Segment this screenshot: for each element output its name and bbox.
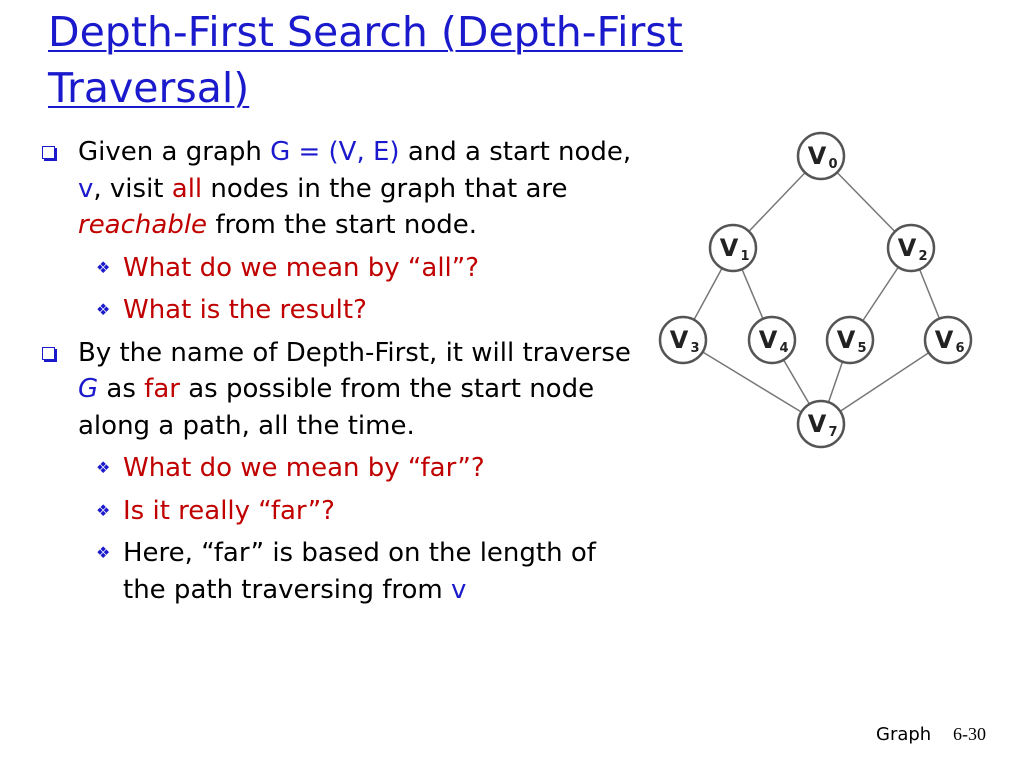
subbullet-text: Is it really “far”? [123, 495, 335, 526]
subbullet-result [40, 292, 640, 329]
graph-node-subscript: 1 [740, 249, 750, 264]
graph-node-subscript: 7 [828, 425, 838, 440]
subbullet-far-definition [40, 535, 640, 608]
graph-node-label: V [807, 410, 827, 438]
diamond-bullet-icon: ❖ [96, 257, 111, 277]
diamond-bullet-icon: ❖ [96, 458, 111, 477]
bullet-text: By the name of Depth-First, it will traverse [78, 337, 631, 368]
page-number: 6-30 [953, 724, 986, 744]
graph-node-subscript: 4 [779, 341, 789, 356]
graph-diagram [650, 124, 980, 454]
graph-node-label: V [758, 326, 778, 354]
start-node-variable: v [450, 574, 467, 605]
graph-node [827, 317, 873, 363]
highlight-all: all [171, 173, 203, 204]
graph-node-subscript: 3 [690, 341, 700, 356]
subbullet-text: What do we mean by “all”? [123, 252, 480, 283]
subbullet-far [40, 450, 640, 487]
bullet-given-graph [40, 134, 640, 244]
subbullet-text: What is the result? [123, 295, 367, 325]
highlight-reachable: reachable [78, 210, 208, 240]
square-bullet-icon [42, 146, 55, 159]
start-node-variable: v [78, 173, 94, 204]
graph-node-label: V [897, 234, 917, 262]
graph-node-label: V [836, 326, 856, 354]
highlight-far: far [144, 374, 180, 404]
bullet-text: Given a graph [78, 137, 271, 167]
graph-node [925, 317, 971, 363]
graph-node-subscript: 6 [955, 341, 965, 356]
graph-node-subscript: 0 [828, 157, 838, 172]
bullet-text: from the start node. [207, 210, 478, 240]
subbullet-text: Here, “far” is based on the length of the path traversing from [123, 538, 596, 605]
bullet-text: nodes in the graph that are [202, 173, 568, 204]
graph-notation: G = (V, E) [270, 137, 400, 167]
subbullet-really-far [40, 493, 640, 530]
graph-node [798, 133, 844, 179]
graph-node-label: V [669, 326, 689, 354]
graph-node-subscript: 5 [857, 341, 867, 356]
diamond-bullet-icon: ❖ [96, 543, 111, 562]
diamond-bullet-icon: ❖ [96, 500, 111, 520]
graph-node [710, 225, 756, 271]
graph-node [888, 225, 934, 271]
slide-content [40, 134, 640, 614]
graph-node-subscript: 2 [918, 249, 928, 264]
graph-node-label: V [719, 234, 739, 262]
diamond-bullet-icon: ❖ [96, 300, 111, 319]
bullet-text: and a start node, [399, 137, 632, 167]
bullet-depth-first [40, 335, 640, 445]
bullet-text: as possible from the start node along a path, all the time. [78, 374, 595, 441]
subbullet-text: What do we mean by “far”? [123, 453, 485, 483]
slide-title-line2: Traversal) [48, 64, 250, 112]
graph-node [749, 317, 795, 363]
graph-notation: G [78, 374, 99, 404]
slide-title [48, 4, 868, 116]
bullet-text: as [98, 374, 145, 404]
graph-node [660, 317, 706, 363]
square-bullet-icon [42, 347, 55, 360]
graph-node-label: V [807, 142, 827, 170]
slide-title-line1: Depth-First Search (Depth-First [48, 8, 683, 56]
footer-label: Graph [876, 724, 932, 745]
subbullet-all [40, 250, 640, 287]
graph-node-label: V [934, 326, 954, 354]
bullet-text: , visit [93, 173, 172, 204]
graph-node [798, 401, 844, 447]
